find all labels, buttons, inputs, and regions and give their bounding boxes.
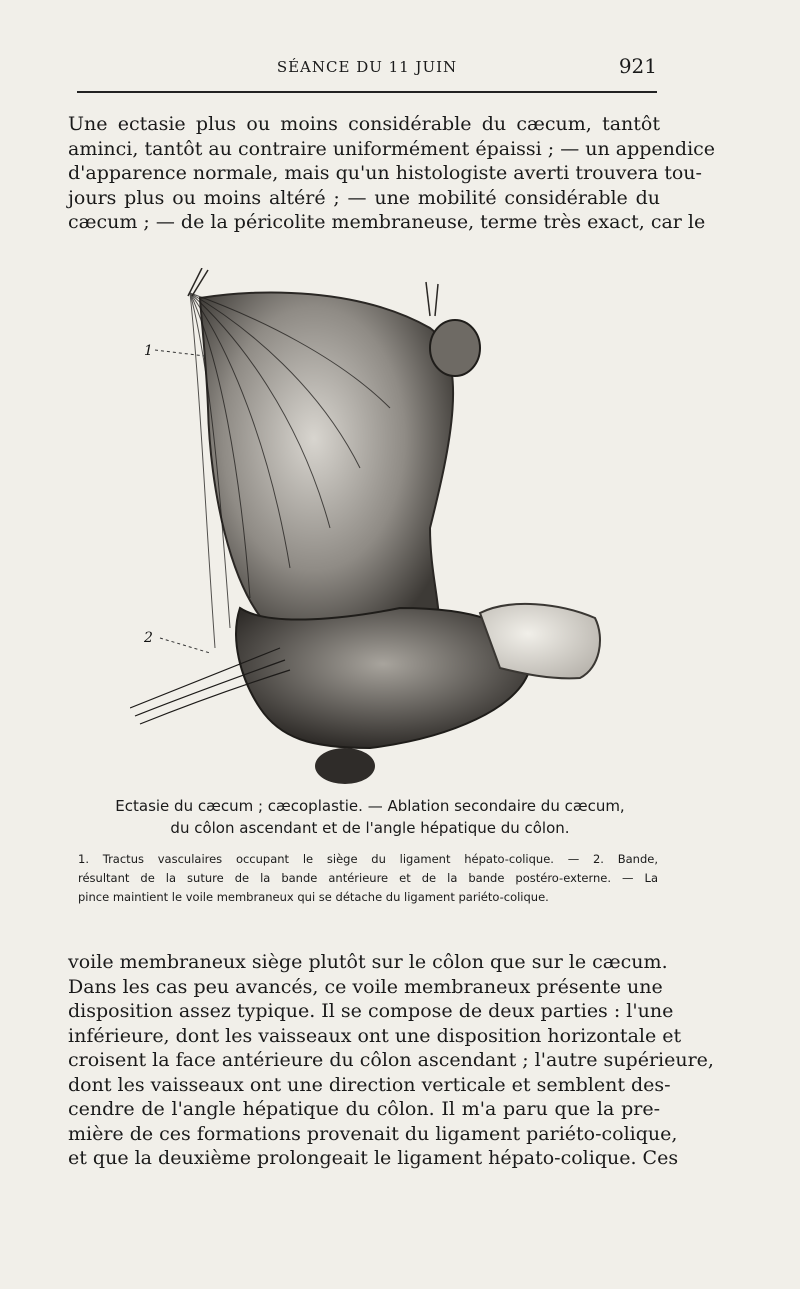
text-line: voile membraneux siège plutôt sur le côlon que sur le cæcum. — [68, 951, 668, 973]
figure-label-1: 1 — [144, 343, 153, 359]
text-line: inférieure, dont les vaisseaux ont une disposition horizontale et — [68, 1024, 682, 1047]
legend-line: pince maintient le voile membraneux qui se détache du ligament pariéto-colique. — [78, 890, 549, 904]
figure-legend — [78, 850, 658, 907]
legend-line: résultant de la suture de la bande antérieure et de la bande postéro-externe. — La — [78, 871, 658, 885]
text-line: Une ectasie plus ou moins considérable du cæcum, tantôt — [68, 113, 660, 135]
text-line: d'apparence normale, mais qu'un histologiste averti trouvera tou- — [68, 162, 702, 184]
caption-line: Ectasie du cæcum ; cæcoplastie. — Ablation secondaire du cæcum, — [115, 797, 625, 815]
text-line: Dans les cas peu avancés, ce voile membraneux présente une — [68, 975, 663, 998]
text-line: cæcum ; — de la péricolite membraneuse, terme très exact, car le — [68, 211, 706, 233]
running-title: SÉANCE DU 11 JUIN — [276, 58, 458, 76]
body-paragraph-top — [68, 112, 716, 235]
illustration-drawing — [130, 268, 610, 788]
text-line: et que la deuxième prolongeait le ligament hépato-colique. Ces — [68, 1147, 679, 1169]
text-line: cendre de l'angle hépatique du côlon. Il m'a paru que la pre- — [68, 1098, 660, 1120]
text-line: dont les vaisseaux ont une direction verticale et semblent des- — [68, 1073, 671, 1096]
text-line: aminci, tantôt au contraire uniformément épaissi ; — un appendice — [68, 137, 716, 160]
figure-label-2: 2 — [144, 630, 153, 646]
text-line: jours plus ou moins altéré ; — une mobilité considérable du — [68, 186, 660, 209]
figure-caption — [80, 795, 660, 839]
legend-line: 1. Tractus vasculaires occupant le siège du ligament hépato-colique. — 2. Bande, — [78, 852, 658, 866]
header-rule — [77, 91, 657, 93]
page-number: 921 — [618, 54, 657, 78]
running-head — [77, 52, 657, 82]
text-line: disposition assez typique. Il se compose de deux parties : l'une — [68, 1000, 674, 1022]
text-line: mière de ces formations provenait du ligament pariéto-colique, — [68, 1122, 678, 1145]
caption-line: du côlon ascendant et de l'angle hépatique du côlon. — [170, 819, 570, 837]
text-line: croisent la face antérieure du côlon ascendant ; l'autre supérieure, — [68, 1049, 714, 1071]
anatomical-illustration — [130, 268, 610, 788]
body-paragraph-bottom — [68, 950, 714, 1171]
